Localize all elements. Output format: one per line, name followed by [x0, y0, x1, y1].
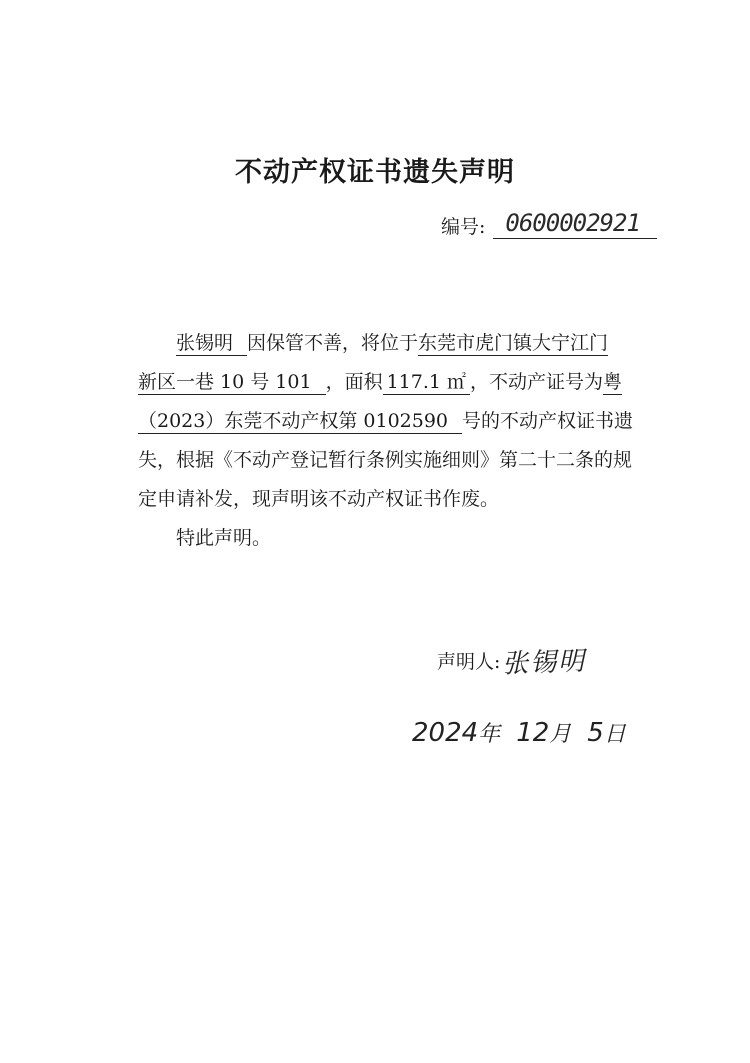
- signer-line: [437, 642, 586, 679]
- text-segment: 因保管不善，将位于: [247, 332, 419, 354]
- text-segment: ，不动产证号为: [470, 371, 604, 393]
- property-area: 117.1 ㎡: [383, 371, 470, 395]
- property-address-line1: 东莞市虎门镇大宁江门: [418, 332, 609, 354]
- owner-name: 张锡明: [176, 332, 247, 356]
- closing-statement: 特此声明。: [176, 527, 272, 549]
- certificate-number: （2023）东莞不动产权第 0102590: [138, 410, 462, 434]
- date-month-unit: 月: [549, 722, 572, 747]
- serial-value: 0600002921: [493, 210, 657, 239]
- document-title: 不动产权证书遗失声明: [235, 157, 515, 188]
- date-month: 12: [516, 718, 550, 748]
- certificate-number-prefix: 粤: [603, 371, 623, 393]
- property-address-line2: 新区一巷 10 号 101: [138, 371, 326, 395]
- serial-label: 编号:: [441, 216, 486, 238]
- declaration-body: [138, 324, 638, 558]
- declaration-paragraph: [138, 324, 638, 519]
- text-segment: 号的不动产权证书遗失，根据《不动产登记暂行条例实施细则》第二十二条的规定申请补发，现声明该不动产权证书作废。: [138, 410, 634, 510]
- handwritten-signature: 张锡明: [501, 646, 588, 680]
- signer-label: 声明人:: [437, 651, 501, 673]
- date-day-unit: 日: [603, 722, 626, 747]
- date-day: 5: [587, 718, 604, 748]
- text-segment: ，面积: [325, 371, 383, 393]
- date-year-unit: 年: [478, 722, 501, 747]
- date-year: 2024: [412, 718, 479, 748]
- serial-number: [441, 210, 657, 239]
- declaration-date: [412, 717, 626, 748]
